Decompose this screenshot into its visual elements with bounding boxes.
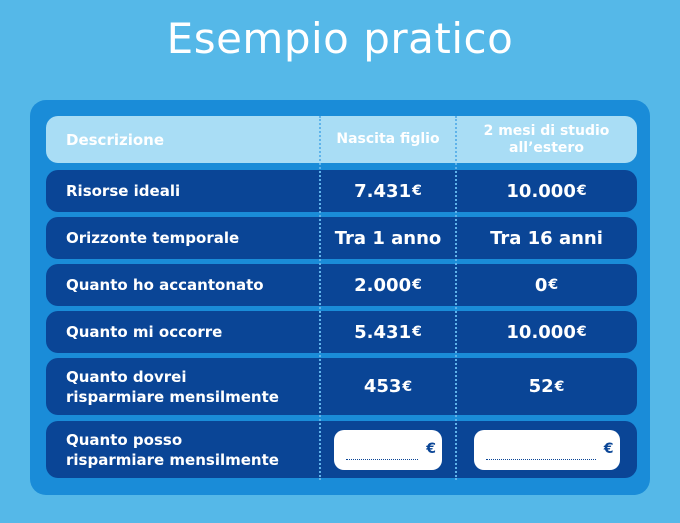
page-title: Esempio pratico [166,14,514,63]
row-value-2: 0 € [534,274,559,296]
euro-symbol: € [426,440,436,457]
input-cell-1 [320,421,456,478]
table-row [46,358,637,415]
euro-symbol: € [402,378,413,395]
row-value-2: 10.000 € [506,180,587,202]
row-label: Risorse ideali [66,182,181,200]
row-label: Quanto dovrei risparmiare mensilmente [66,367,279,406]
header-studio-estero [456,116,637,163]
row-label: Quanto ho accantonato [66,276,264,294]
row-value-2: 52 € [528,376,565,397]
euro-symbol: € [603,440,614,457]
table-row [46,311,637,353]
header-description: Descrizione [66,130,165,149]
row-value-2: Tra 16 anni [490,227,603,249]
input-underline [486,459,596,460]
row-label: Quanto mi occorre [66,323,223,341]
header-studio-line1: 2 mesi di studio [483,122,610,139]
row-value-2: 10.000 € [506,321,587,343]
euro-symbol: € [576,183,587,199]
table-row [46,264,637,306]
row-value-1: 7.431 € [354,180,422,202]
euro-symbol: € [576,324,587,340]
column-separator [319,116,321,480]
input-cell-2 [456,421,637,478]
row-value-1: Tra 1 anno [334,227,442,249]
table-row [46,170,637,212]
column-separator [455,116,457,480]
savings-input-nascita[interactable] [334,430,442,470]
euro-symbol: € [548,277,559,293]
table-row [46,217,637,259]
row-label: Quanto posso risparmiare mensilmente [66,430,279,469]
table-panel [30,100,650,495]
row-value-1: 453 € [363,376,413,397]
header-nascita-figlio: Nascita figlio [336,131,440,147]
euro-symbol: € [412,324,422,340]
header-studio-line2: all’estero [509,139,584,156]
euro-symbol: € [412,183,422,199]
euro-symbol: € [554,378,565,395]
table-header [46,116,637,163]
table-row [46,421,637,478]
input-underline [346,459,418,460]
row-value-1: 2.000 € [354,274,422,296]
row-value-1: 5.431 € [354,321,422,343]
savings-input-studio[interactable] [474,430,620,470]
euro-symbol: € [412,277,422,293]
row-label: Orizzonte temporale [66,229,240,247]
